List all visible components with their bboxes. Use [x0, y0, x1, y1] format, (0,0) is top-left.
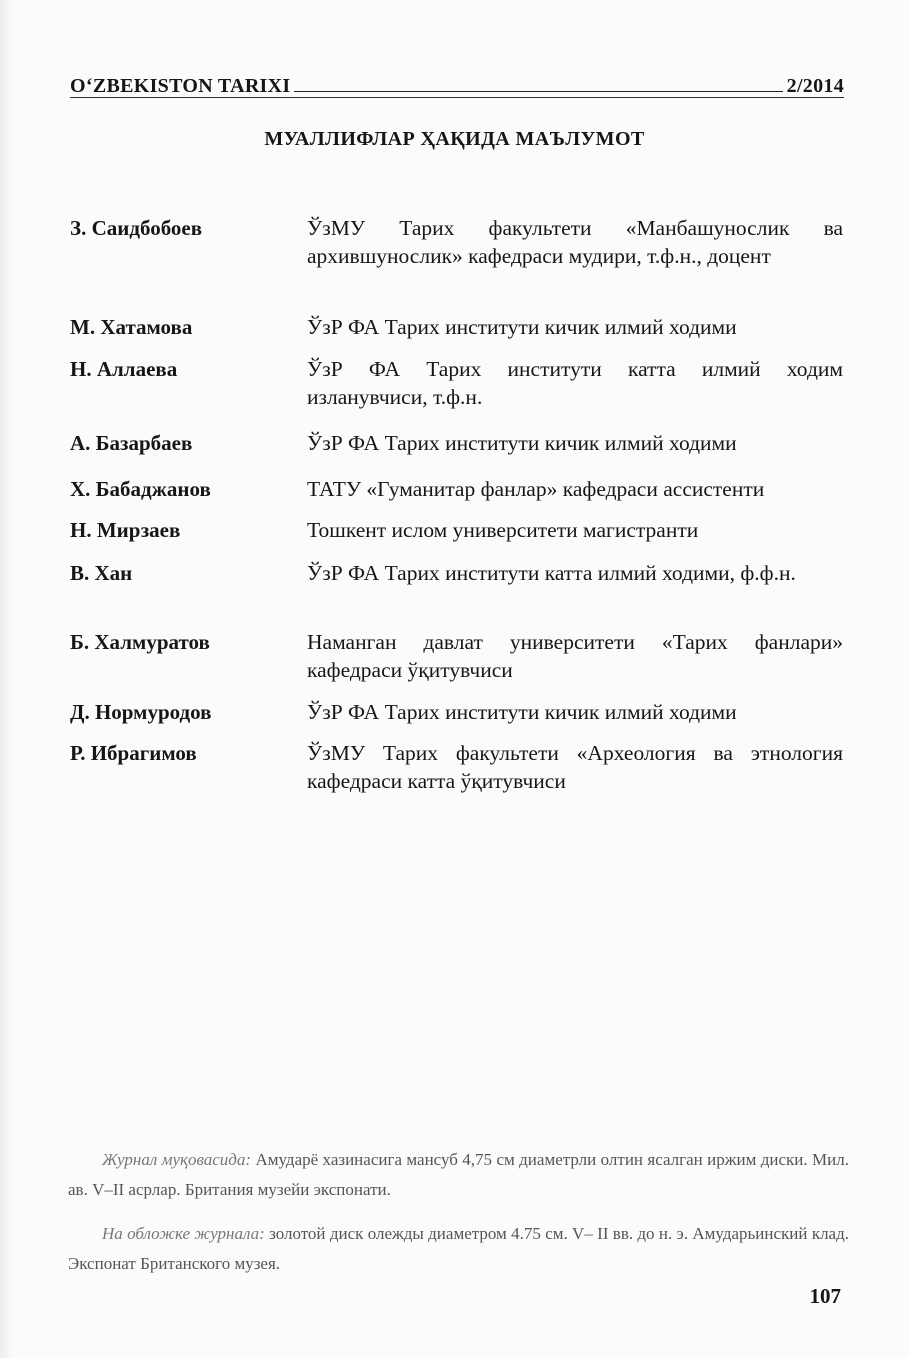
- header-divider: [70, 97, 844, 98]
- author-affiliation: ЎзР ФА Тарих институти кичик илмий ходими: [307, 431, 737, 455]
- author-name: Н. Аллаева: [70, 357, 178, 381]
- page-number: 107: [809, 1284, 841, 1308]
- author-affiliation: ЎзР ФА Тарих институти кичик илмий ходими: [307, 700, 737, 724]
- author-name: Х. Бабаджанов: [70, 477, 211, 501]
- cover-note-ru-text: золотой диск олежды диаметром 4.75 см. V– II вв. до н. э. Амударьинский клад. Экспонат Британского музея.: [68, 1224, 850, 1273]
- author-affiliation: ЎзР ФА Тарих институти катта илмий ходим изланувчиси, т.ф.н.: [307, 357, 843, 409]
- page-title: МУАЛЛИФЛАР ҲАҚИДА МАЪЛУМОТ: [264, 128, 645, 150]
- author-name: А. Базарбаев: [70, 431, 193, 455]
- author-affiliation: Тошкент ислом университети магистранти: [307, 518, 699, 542]
- issue-number: 2/2014: [786, 75, 844, 97]
- cover-note-uz: [0, 1145, 909, 1205]
- author-name: Д. Нормуродов: [70, 700, 212, 724]
- author-affiliation: ЎзР ФА Тарих институти катта илмий ходими, ф.ф.н.: [307, 561, 796, 585]
- cover-note-ru: [0, 1219, 909, 1279]
- author-affiliation: ТАТУ «Гуманитар фанлар» кафедраси ассистенти: [307, 477, 765, 501]
- author-affiliation: Наманган давлат университети «Тарих фанлари» кафедраси ўқитувчиси: [307, 630, 843, 682]
- journal-title: O‘ZBEKISTON TARIXI: [70, 75, 291, 97]
- author-name: В. Хан: [70, 561, 133, 585]
- author-name: Б. Халмуратов: [70, 630, 210, 654]
- author-name: М. Хатамова: [70, 315, 193, 339]
- header-rule: [294, 91, 782, 92]
- author-name: Н. Мирзаев: [70, 518, 181, 542]
- author-affiliation: ЎзМУ Тарих факультети «Археология ва этнология кафедраси катта ўқитувчиси: [307, 741, 843, 793]
- author-affiliation: ЎзР ФА Тарих институти кичик илмий ходими: [307, 315, 737, 339]
- author-name: З. Саидбобоев: [70, 216, 203, 240]
- author-affiliation: ЎзМУ Тарих факультети «Манбашунослик ва архившунослик» кафедраси мудири, т.ф.н., доцент: [307, 216, 843, 268]
- cover-note-uz-lead: Журнал муқовасида:: [102, 1150, 252, 1169]
- cover-description: [0, 1145, 909, 1293]
- running-header: [70, 64, 844, 98]
- author-name: Р. Ибрагимов: [70, 741, 197, 765]
- cover-note-uz-text: Амударё хазинасига мансуб 4,75 см диаметрли олтин ясалган иржим диски. Мил. ав. V–II асрлар. Британия музейи экспонати.: [68, 1150, 849, 1199]
- cover-note-ru-lead: На обложке журнала:: [102, 1224, 265, 1243]
